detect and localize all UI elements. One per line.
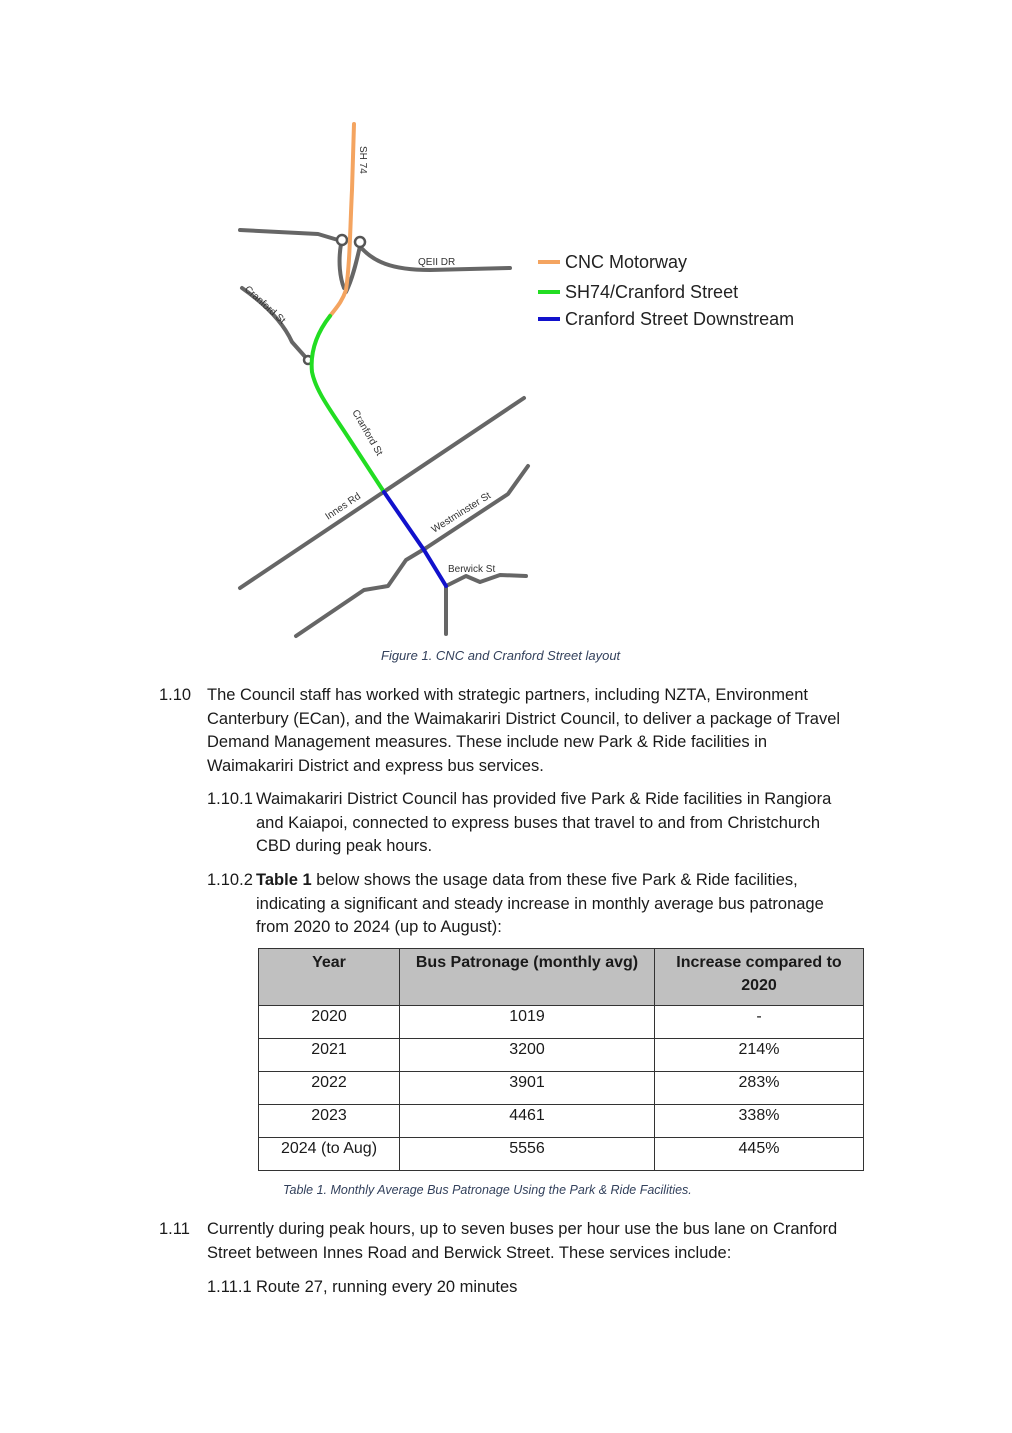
road-layout-figure bbox=[0, 0, 1012, 650]
qeii-drive-west-road bbox=[240, 230, 338, 240]
para-number: 1.10 bbox=[159, 686, 192, 704]
cranford-st-mid-label: Cranford St bbox=[349, 408, 385, 458]
cell-year: 2021 bbox=[259, 1039, 400, 1072]
cell-increase: 283% bbox=[655, 1072, 864, 1105]
interchange-ramp-west bbox=[340, 244, 344, 288]
cell-year: 2024 (to Aug) bbox=[259, 1138, 400, 1171]
cell-increase: 445% bbox=[655, 1138, 864, 1171]
cell-year: 2022 bbox=[259, 1072, 400, 1105]
cell-patronage: 1019 bbox=[400, 1006, 655, 1039]
cell-increase: 214% bbox=[655, 1039, 864, 1072]
westminster-st-label: Westminster St bbox=[429, 490, 493, 536]
paragraph-1-10-2 bbox=[207, 869, 907, 941]
paragraph-1-11-1 bbox=[207, 1276, 907, 1300]
cell-year: 2020 bbox=[259, 1006, 400, 1039]
innes-rd-label: Innes Rd bbox=[323, 490, 363, 523]
para-number: 1.11.1 bbox=[207, 1278, 252, 1296]
cell-patronage: 3200 bbox=[400, 1039, 655, 1072]
para-line: The Council staff has worked with strategic partners, including NZTA, Environment bbox=[207, 686, 808, 704]
paragraph-1-11 bbox=[159, 1218, 899, 1266]
legend-label-cnc: CNC Motorway bbox=[565, 252, 688, 272]
para-line: CBD during peak hours. bbox=[256, 837, 433, 855]
para-line: below shows the usage data from these five Park & Ride facilities, bbox=[311, 871, 798, 889]
header-increase: Increase compared to 2020 bbox=[655, 949, 864, 1006]
table-row bbox=[259, 1072, 864, 1105]
para-line: Canterbury (ECan), and the Waimakariri District Council, to deliver a package of Travel bbox=[207, 709, 841, 728]
cell-patronage: 3901 bbox=[400, 1072, 655, 1105]
cell-patronage: 4461 bbox=[400, 1105, 655, 1138]
roundabout-east bbox=[355, 237, 365, 247]
table-row bbox=[259, 1006, 864, 1039]
para-line: and Kaiapoi, connected to express buses that travel to and from Christchurch bbox=[256, 813, 821, 832]
qeii-dr-label: QEII DR bbox=[418, 257, 456, 268]
legend-label-sh74: SH74/Cranford Street bbox=[565, 282, 739, 302]
para-number: 1.11 bbox=[159, 1220, 190, 1238]
para-number: 1.10.1 bbox=[207, 790, 253, 808]
header-patronage: Bus Patronage (monthly avg) bbox=[400, 949, 655, 1006]
paragraph-1-10 bbox=[159, 684, 899, 780]
cranford-st-upper-label: Cranford St bbox=[241, 284, 288, 327]
table-row bbox=[259, 1138, 864, 1171]
para-line: Currently during peak hours, up to seven buses per hour use the bus lane on Cranford bbox=[207, 1220, 838, 1238]
lower-left-street-road bbox=[296, 548, 426, 636]
cell-year: 2023 bbox=[259, 1105, 400, 1138]
paragraph-1-10-1 bbox=[207, 788, 907, 860]
cell-increase: 338% bbox=[655, 1105, 864, 1138]
para-line: Street between Innes Road and Berwick Street. These services include: bbox=[207, 1243, 732, 1262]
table-header-row bbox=[259, 949, 864, 1006]
table-reference: Table 1 bbox=[256, 871, 312, 889]
table-row bbox=[259, 1105, 864, 1138]
para-line: Waimakariri District Council has provided five Park & Ride facilities in Rangiora bbox=[256, 790, 832, 808]
header-year: Year bbox=[259, 949, 400, 1006]
para-line: Route 27, running every 20 minutes bbox=[256, 1278, 518, 1296]
figure-caption: Figure 1. CNC and Cranford Street layout bbox=[381, 648, 621, 663]
bus-patronage-table bbox=[258, 948, 864, 1171]
para-line: indicating a significant and steady increase in monthly average bus patronage bbox=[256, 894, 824, 913]
para-line: from 2020 to 2024 (up to August): bbox=[256, 918, 502, 936]
para-line: Demand Management measures. These include new Park & Ride facilities in bbox=[207, 733, 768, 751]
berwick-st-road bbox=[446, 575, 526, 586]
legend-label-downstream: Cranford Street Downstream bbox=[565, 309, 795, 329]
para-number: 1.10.2 bbox=[207, 871, 253, 889]
sh74-cranford-line bbox=[312, 316, 384, 492]
para-line: Waimakariri District and express bus services. bbox=[207, 756, 544, 775]
roundabout-west bbox=[337, 235, 347, 245]
berwick-st-label: Berwick St bbox=[448, 564, 496, 575]
map-legend bbox=[538, 252, 794, 329]
cell-patronage: 5556 bbox=[400, 1138, 655, 1171]
cell-increase: - bbox=[655, 1006, 864, 1039]
table-caption: Table 1. Monthly Average Bus Patronage Using the Park & Ride Facilities. bbox=[283, 1183, 692, 1197]
table-row bbox=[259, 1039, 864, 1072]
sh74-label: SH 74 bbox=[357, 146, 368, 174]
